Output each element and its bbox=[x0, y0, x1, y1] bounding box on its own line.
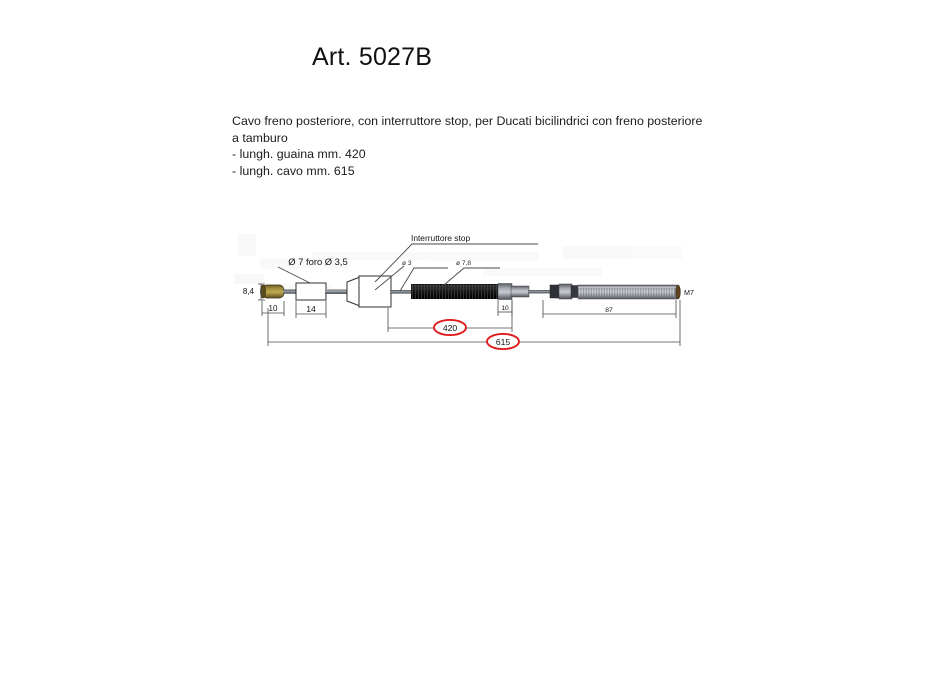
callout-labels bbox=[288, 233, 471, 267]
wire-segment-left bbox=[283, 290, 297, 294]
dim-sheath-length: 420 bbox=[442, 323, 458, 333]
description-line-3: - lungh. guaina mm. 420 bbox=[232, 147, 366, 162]
barrel-body bbox=[296, 283, 326, 300]
highlighted-dimensions bbox=[434, 320, 519, 349]
description-line-1: Cavo freno posteriore, con interruttore stop, per Ducati bicilindrici con freno posteriore bbox=[232, 114, 703, 128]
cable-assembly bbox=[260, 276, 680, 307]
callout-barrel: Ø 7 foro Ø 3,5 bbox=[288, 256, 348, 267]
callout-stop-switch: Interruttore stop bbox=[411, 233, 471, 243]
brass-nipple bbox=[260, 285, 284, 298]
dim-nipple-length: 10 bbox=[268, 304, 278, 313]
sheath-ferrule bbox=[498, 284, 529, 300]
dim-nipple-diameter: 8,4 bbox=[242, 287, 254, 296]
callout-inner-wire: ø 3 bbox=[402, 260, 412, 267]
sheath-length-highlight bbox=[434, 320, 466, 335]
description-line-4: - lungh. cavo mm. 615 bbox=[232, 163, 355, 178]
product-description bbox=[232, 113, 732, 179]
dim-barrel-length: 14 bbox=[306, 304, 316, 314]
page-title: Art. 5027B bbox=[312, 43, 433, 71]
threaded-rod bbox=[578, 285, 680, 299]
outer-sheath bbox=[411, 284, 499, 299]
adjuster-nuts bbox=[550, 284, 579, 299]
description-line-2: a tamburo bbox=[232, 130, 288, 145]
rubber-boot bbox=[347, 277, 360, 306]
inner-cable bbox=[528, 290, 552, 293]
cable-length-highlight bbox=[487, 334, 519, 349]
dim-thread-spec: M7 bbox=[684, 288, 694, 297]
wire-segment-switch bbox=[390, 290, 412, 294]
dim-cable-length: 615 bbox=[495, 337, 511, 347]
callout-outer-sheath: ø 7,8 bbox=[456, 260, 472, 267]
technical-drawing bbox=[232, 222, 702, 357]
dim-adjuster-length: 87 bbox=[605, 307, 613, 314]
dim-ferrule-length: 10 bbox=[501, 305, 509, 312]
